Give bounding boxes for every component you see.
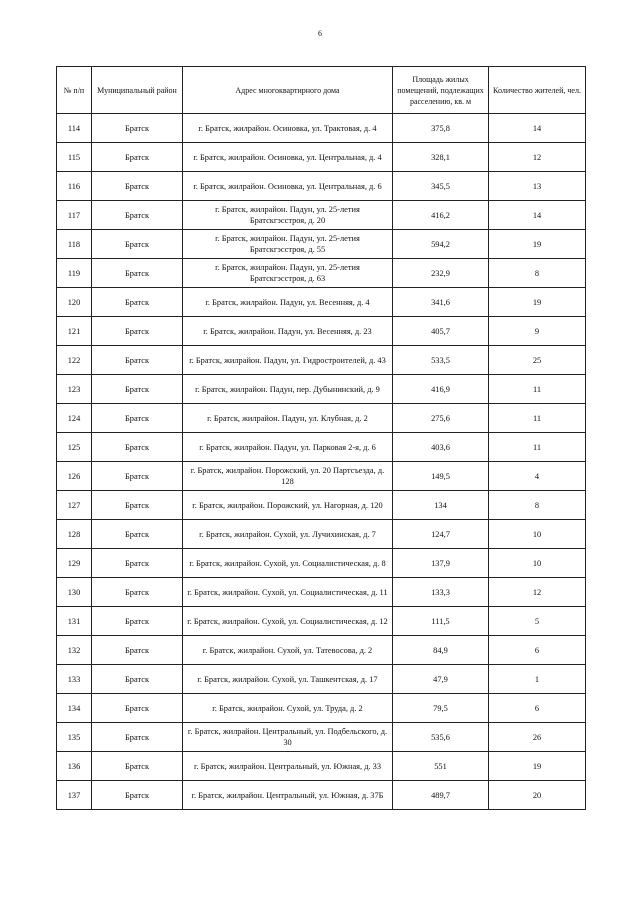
table-row: [57, 259, 586, 288]
cell-residents: 11: [489, 433, 586, 462]
cell-num: 118: [57, 230, 92, 259]
table-row: [57, 752, 586, 781]
cell-district: Братск: [92, 549, 183, 578]
cell-address: г. Братск, жилрайон. Осиновка, ул. Трактовая, д. 4: [183, 114, 393, 143]
cell-area: 79,5: [393, 694, 489, 723]
cell-address: г. Братск, жилрайон. Центральный, ул. Подбельского, д. 30: [183, 723, 393, 752]
table-row: [57, 375, 586, 404]
cell-num: 127: [57, 491, 92, 520]
cell-num: 120: [57, 288, 92, 317]
cell-area: 533,5: [393, 346, 489, 375]
cell-area: 328,1: [393, 143, 489, 172]
table-row: [57, 143, 586, 172]
cell-residents: 12: [489, 578, 586, 607]
cell-area: 47,9: [393, 665, 489, 694]
table-row: [57, 549, 586, 578]
cell-num: 126: [57, 462, 92, 491]
cell-address: г. Братск, жилрайон. Порожский, ул. Нагорная, д. 120: [183, 491, 393, 520]
cell-address: г. Братск, жилрайон. Осиновка, ул. Центральная, д. 4: [183, 143, 393, 172]
table-row: [57, 723, 586, 752]
cell-address: г. Братск, жилрайон. Сухой, ул. Ташкентская, д. 17: [183, 665, 393, 694]
cell-num: 114: [57, 114, 92, 143]
cell-num: 132: [57, 636, 92, 665]
header-address: Адрес многоквартирного дома: [183, 67, 393, 114]
cell-area: 84,9: [393, 636, 489, 665]
cell-address: г. Братск, жилрайон. Падун, ул. Гидростроителей, д. 43: [183, 346, 393, 375]
cell-num: 117: [57, 201, 92, 230]
cell-area: 124,7: [393, 520, 489, 549]
table-row: [57, 433, 586, 462]
cell-residents: 11: [489, 375, 586, 404]
header-num: № п/п: [57, 67, 92, 114]
header-area: Площадь жилых помещений, подлежащих расселению, кв. м: [393, 67, 489, 114]
cell-num: 123: [57, 375, 92, 404]
table-row: [57, 636, 586, 665]
header-district: Муниципальный район: [92, 67, 183, 114]
cell-residents: 6: [489, 636, 586, 665]
cell-area: 345,5: [393, 172, 489, 201]
cell-area: 133,3: [393, 578, 489, 607]
cell-district: Братск: [92, 404, 183, 433]
cell-area: 594,2: [393, 230, 489, 259]
cell-district: Братск: [92, 201, 183, 230]
cell-address: г. Братск, жилрайон. Падун, ул. 25-летия Братскгэсстроя, д. 20: [183, 201, 393, 230]
table-row: [57, 520, 586, 549]
cell-residents: 14: [489, 114, 586, 143]
cell-residents: 10: [489, 549, 586, 578]
cell-address: г. Братск, жилрайон. Сухой, ул. Лучихинская, д. 7: [183, 520, 393, 549]
table-row: [57, 346, 586, 375]
cell-area: 535,6: [393, 723, 489, 752]
table-row: [57, 781, 586, 810]
cell-num: 136: [57, 752, 92, 781]
cell-district: Братск: [92, 114, 183, 143]
cell-residents: 8: [489, 259, 586, 288]
cell-residents: 19: [489, 288, 586, 317]
cell-num: 133: [57, 665, 92, 694]
table-row: [57, 462, 586, 491]
header-residents: Количество жителей, чел.: [489, 67, 586, 114]
cell-area: 416,9: [393, 375, 489, 404]
cell-num: 125: [57, 433, 92, 462]
table-row: [57, 288, 586, 317]
cell-district: Братск: [92, 694, 183, 723]
cell-district: Братск: [92, 578, 183, 607]
cell-num: 131: [57, 607, 92, 636]
cell-residents: 1: [489, 665, 586, 694]
cell-address: г. Братск, жилрайон. Падун, ул. 25-летия Братскгэсстроя, д. 55: [183, 230, 393, 259]
cell-district: Братск: [92, 288, 183, 317]
cell-address: г. Братск, жилрайон. Сухой, ул. Татевосова, д. 2: [183, 636, 393, 665]
cell-residents: 10: [489, 520, 586, 549]
cell-num: 116: [57, 172, 92, 201]
cell-district: Братск: [92, 491, 183, 520]
table-row: [57, 317, 586, 346]
cell-num: 137: [57, 781, 92, 810]
cell-district: Братск: [92, 375, 183, 404]
cell-residents: 11: [489, 404, 586, 433]
cell-residents: 9: [489, 317, 586, 346]
cell-num: 124: [57, 404, 92, 433]
cell-area: 405,7: [393, 317, 489, 346]
cell-district: Братск: [92, 462, 183, 491]
table-row: [57, 665, 586, 694]
table-row: [57, 114, 586, 143]
cell-area: 275,6: [393, 404, 489, 433]
cell-num: 122: [57, 346, 92, 375]
cell-residents: 4: [489, 462, 586, 491]
cell-residents: 20: [489, 781, 586, 810]
cell-district: Братск: [92, 346, 183, 375]
cell-address: г. Братск, жилрайон. Сухой, ул. Социалистическая, д. 12: [183, 607, 393, 636]
cell-address: г. Братск, жилрайон. Центральный, ул. Южная, д. 33: [183, 752, 393, 781]
table-row: [57, 404, 586, 433]
cell-residents: 19: [489, 752, 586, 781]
cell-district: Братск: [92, 781, 183, 810]
cell-address: г. Братск, жилрайон. Падун, ул. Весенняя, д. 4: [183, 288, 393, 317]
cell-district: Братск: [92, 723, 183, 752]
page-number: 6: [318, 29, 322, 38]
cell-residents: 14: [489, 201, 586, 230]
cell-area: 403,6: [393, 433, 489, 462]
cell-address: г. Братск, жилрайон. Падун, ул. Весенняя, д. 23: [183, 317, 393, 346]
cell-area: 149,5: [393, 462, 489, 491]
table-row: [57, 578, 586, 607]
cell-residents: 8: [489, 491, 586, 520]
cell-residents: 25: [489, 346, 586, 375]
cell-address: г. Братск, жилрайон. Центральный, ул. Южная, д. 37Б: [183, 781, 393, 810]
cell-area: 489,7: [393, 781, 489, 810]
cell-residents: 12: [489, 143, 586, 172]
table-body: [57, 114, 586, 810]
cell-district: Братск: [92, 172, 183, 201]
cell-address: г. Братск, жилрайон. Сухой, ул. Социалистическая, д. 8: [183, 549, 393, 578]
cell-address: г. Братск, жилрайон. Осиновка, ул. Центральная, д. 6: [183, 172, 393, 201]
cell-num: 129: [57, 549, 92, 578]
cell-address: г. Братск, жилрайон. Порожский, ул. 20 Партсъезда, д. 128: [183, 462, 393, 491]
cell-district: Братск: [92, 607, 183, 636]
cell-area: 375,8: [393, 114, 489, 143]
table-row: [57, 201, 586, 230]
cell-residents: 13: [489, 172, 586, 201]
table-header-row: [57, 67, 586, 114]
table-row: [57, 694, 586, 723]
cell-area: 551: [393, 752, 489, 781]
cell-district: Братск: [92, 520, 183, 549]
cell-residents: 26: [489, 723, 586, 752]
cell-num: 115: [57, 143, 92, 172]
cell-residents: 6: [489, 694, 586, 723]
cell-address: г. Братск, жилрайон. Падун, ул. 25-летия Братскгэсстроя, д. 63: [183, 259, 393, 288]
cell-address: г. Братск, жилрайон. Сухой, ул. Социалистическая, д. 11: [183, 578, 393, 607]
cell-district: Братск: [92, 230, 183, 259]
table-row: [57, 607, 586, 636]
cell-num: 119: [57, 259, 92, 288]
cell-district: Братск: [92, 636, 183, 665]
cell-area: 134: [393, 491, 489, 520]
cell-area: 137,9: [393, 549, 489, 578]
cell-district: Братск: [92, 317, 183, 346]
table-row: [57, 172, 586, 201]
cell-area: 232,9: [393, 259, 489, 288]
table-row: [57, 230, 586, 259]
cell-area: 416,2: [393, 201, 489, 230]
resettlement-table: [56, 66, 586, 810]
cell-district: Братск: [92, 143, 183, 172]
cell-area: 341,6: [393, 288, 489, 317]
cell-address: г. Братск, жилрайон. Падун, пер. Дубынинский, д. 9: [183, 375, 393, 404]
cell-residents: 5: [489, 607, 586, 636]
cell-address: г. Братск, жилрайон. Сухой, ул. Труда, д. 2: [183, 694, 393, 723]
cell-num: 121: [57, 317, 92, 346]
cell-num: 134: [57, 694, 92, 723]
cell-district: Братск: [92, 752, 183, 781]
cell-district: Братск: [92, 433, 183, 462]
cell-district: Братск: [92, 259, 183, 288]
cell-residents: 19: [489, 230, 586, 259]
cell-address: г. Братск, жилрайон. Падун, ул. Парковая 2-я, д. 6: [183, 433, 393, 462]
cell-district: Братск: [92, 665, 183, 694]
cell-address: г. Братск, жилрайон. Падун, ул. Клубная, д. 2: [183, 404, 393, 433]
table-row: [57, 491, 586, 520]
cell-area: 111,5: [393, 607, 489, 636]
cell-num: 130: [57, 578, 92, 607]
cell-num: 135: [57, 723, 92, 752]
cell-num: 128: [57, 520, 92, 549]
